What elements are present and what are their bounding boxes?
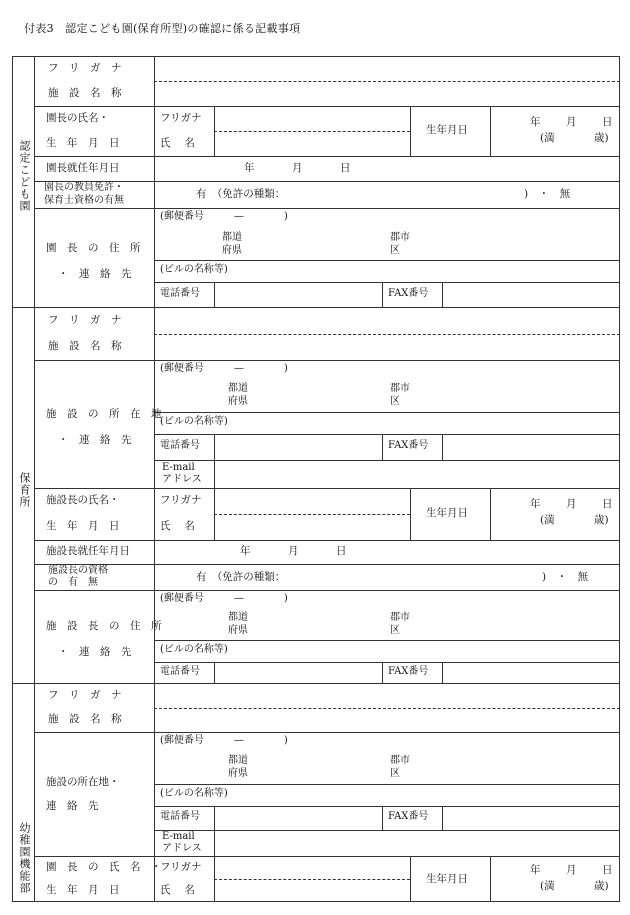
qualification-yes[interactable]: 有 （免許の種類： [196, 571, 286, 583]
facility-name-label: 施 設 名 称 [48, 87, 122, 99]
section-hoikusho: 保育所 フ リ ガ ナ 施 設 名 称 施 設 の 所 在 地 ・ 連 絡 先 (郵便番号 — ) 都道 府県 郡市 区 (ビルの名称等) 電話番号 FAX番号 E-mail アドレス 施設長の氏名・ 生 年 月 日 フリガナ 氏 名 生年月日 年 月 日 (満 歳) 施設長就任年月日 年 月 日 施設長の資格 の 有 無 有 （免許の種類： ) ・ 無 施 設 長 の 住 所 ・ 連 絡 先 (郵便番号 — ) 都道 府県 郡市 区 (ビルの名称等) 電話番号 FAX番号 [12, 308, 620, 684]
postal-code[interactable]: (郵便番号 — ) [160, 735, 288, 746]
phone-input[interactable] [218, 664, 378, 682]
email-label-1: E-mail [162, 831, 195, 842]
email-label-2: アドレス [162, 843, 202, 854]
furigana-input[interactable] [158, 58, 616, 78]
email-label-1: E-mail [162, 462, 195, 473]
building-name-label: (ビルの名称等) [160, 264, 228, 275]
qualification-no[interactable]: ) ・ 無 [542, 571, 589, 583]
facility-name-input[interactable] [158, 84, 616, 104]
email-input[interactable] [218, 463, 616, 485]
dob-label: 生 年 月 日 [46, 137, 120, 149]
section-label: 認定こども園 [18, 140, 31, 212]
address-label-1: 施 設 長 の 住 所 [46, 620, 162, 632]
license-label-2: 保育士資格の有無 [44, 195, 124, 206]
appointment-date-label: 施設長就任年月日 [46, 545, 130, 557]
fax-input[interactable] [446, 808, 616, 828]
address-label-2: ・ 連 絡 先 [58, 268, 132, 280]
section-youchien: 幼稚園機能部 フ リ ガ ナ 施 設 名 称 施設の所在地・ 連 絡 先 (郵便番号 — ) 都道 府県 郡市 区 (ビルの名称等) 電話番号 FAX番号 E-mail アドレス 園 長 の 氏 名 ・ 生 年 月 日 フリガナ 氏 名 生年月日 年 月 日 (満 歳) [12, 684, 620, 902]
postal-code[interactable]: (郵便番号 — ) [160, 593, 288, 604]
facility-name-input[interactable] [158, 711, 616, 730]
phone-input[interactable] [218, 285, 378, 305]
section-nintei: 認定こども園 フ リ ガ ナ 施 設 名 称 園長の氏名・ 生 年 月 日 フリガナ 氏 名 生年月日 年 月 日 (満 歳) 園長就任年月日 年 月 日 園長の教員免許・ 保育士資格の有無 有 （免許の種類： ) ・ 無 園 長 の 住 所 ・ 連 絡 先 (郵便番号 — ) 都道 府県 郡市 区 (ビルの名称等) 電話番号 FAX番号 [12, 56, 620, 308]
postal-code[interactable]: (郵便番号 — ) [160, 211, 288, 222]
head-name-input[interactable] [218, 882, 406, 900]
fax-input[interactable] [446, 285, 616, 305]
phone-input[interactable] [218, 437, 378, 457]
license-label-1: 園長の教員免許・ [44, 182, 124, 193]
appointment-date-label: 園長就任年月日 [46, 162, 120, 174]
postal-code[interactable]: (郵便番号 — ) [160, 363, 288, 374]
email-label-2: アドレス [162, 474, 202, 485]
facility-name-input[interactable] [158, 337, 616, 357]
license-yes[interactable]: 有 （免許の種類： [196, 188, 286, 200]
phone-input[interactable] [218, 808, 378, 828]
phone-label: 電話番号 [160, 288, 200, 299]
head-furigana-input[interactable] [218, 859, 406, 877]
dob-label: 生 年 月 日 [46, 520, 120, 532]
head-furigana-input[interactable] [218, 109, 406, 129]
director-furigana-input[interactable] [218, 491, 406, 511]
location-label-2: 連 絡 先 [46, 800, 99, 812]
section-label: 保育所 [18, 472, 31, 508]
dob-label: 生 年 月 日 [46, 884, 120, 896]
location-label-1: 施設の所在地・ [46, 776, 120, 788]
fax-input[interactable] [446, 437, 616, 457]
form-title: 付表3 認定こども園(保育所型)の確認に係る記載事項 [24, 22, 301, 35]
fax-label: FAX番号 [388, 288, 429, 299]
head-name-label: 園 長 の 氏 名 ・ [46, 861, 162, 873]
head-name-label: 園長の氏名・ [46, 112, 109, 124]
section-label: 幼稚園機能部 [18, 822, 31, 894]
furigana-short-label: フリガナ [160, 112, 202, 124]
furigana-input[interactable] [158, 686, 616, 706]
address-label-1: 園 長 の 住 所 [46, 242, 141, 254]
furigana-label: フ リ ガ ナ [48, 62, 122, 74]
head-name-input[interactable] [218, 134, 406, 154]
name-label: 氏 名 [160, 137, 195, 149]
qualification-label-1: 施設長の資格 [48, 565, 108, 576]
qualification-label-2: の 有 無 [48, 577, 98, 588]
director-name-label: 施設長の氏名・ [46, 494, 120, 506]
address-label-2: ・ 連 絡 先 [58, 646, 132, 658]
location-label-1: 施 設 の 所 在 地 [46, 408, 162, 420]
furigana-input[interactable] [158, 311, 616, 331]
director-name-input[interactable] [218, 517, 406, 537]
license-no[interactable]: ) ・ 無 [524, 188, 571, 200]
birthdate-label: 生年月日 [426, 124, 468, 136]
email-input[interactable] [218, 832, 616, 854]
location-label-2: ・ 連 絡 先 [58, 434, 132, 446]
fax-input[interactable] [446, 664, 616, 682]
